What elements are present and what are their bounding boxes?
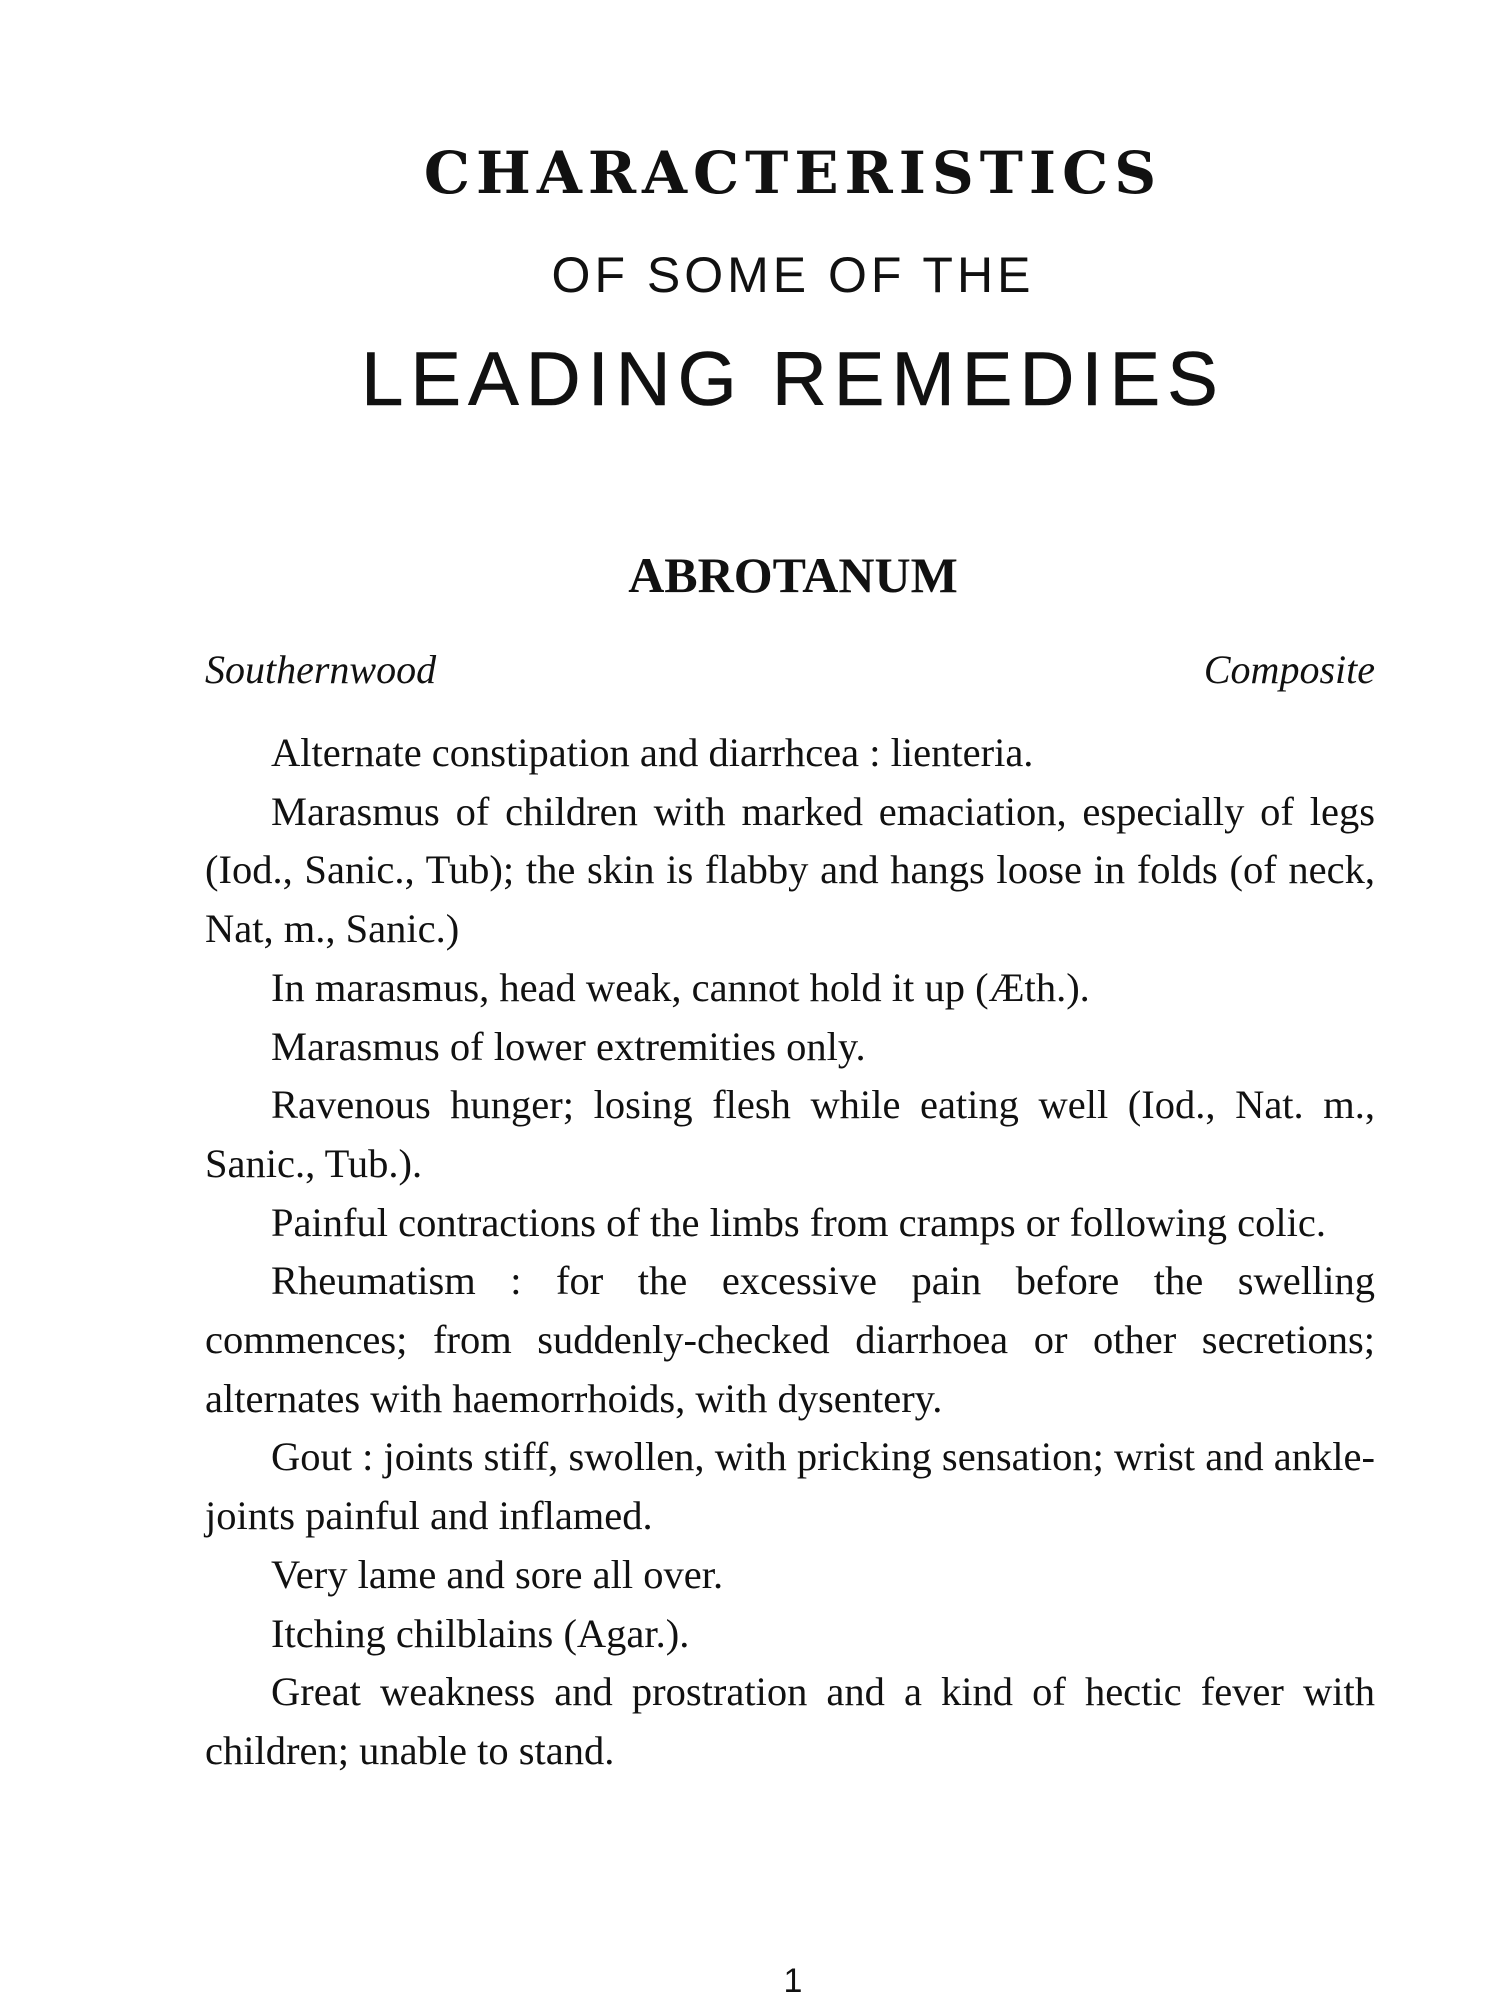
title-characteristics: CHARACTERISTICS xyxy=(423,139,1163,207)
remedy-name: ABROTANUM xyxy=(628,547,958,603)
title-leading-remedies: LEADING REMEDIES xyxy=(361,337,1225,422)
paragraph: In marasmus, head weak, cannot hold it up (Æth.). xyxy=(271,964,1090,1010)
paragraph: Painful contractions of the limbs from cramps or following colic. xyxy=(271,1199,1327,1245)
paragraph: Ravenous hunger; losing flesh while eating well (Iod., Nat. m., Sanic., Tub.). xyxy=(205,1082,1375,1186)
remedy-body xyxy=(205,724,1375,1781)
paragraph: Alternate constipation and diarrhcea : lienteria. xyxy=(271,730,1034,775)
page-number: 1 xyxy=(783,1962,803,2000)
title-of-some-of-the: OF SOME OF THE xyxy=(551,247,1035,303)
paragraph: Marasmus of children with marked emaciation, especially of legs (Iod., Sanic., Tub); the skin is flabby and hangs loose in folds (of neck, Nat, m., Sanic.) xyxy=(205,788,1375,952)
paragraph: Great weakness and prostration and a kind of hectic fever with children; unable to stand. xyxy=(205,1669,1375,1773)
paragraph: Very lame and sore all over. xyxy=(271,1551,724,1597)
remedy-family: Composite xyxy=(1203,647,1375,692)
remedy-common-name: Southernwood xyxy=(205,647,437,692)
paragraph: Marasmus of lower extremities only. xyxy=(271,1023,866,1069)
remedy-subtitle-row xyxy=(205,640,1375,700)
paragraph: Itching chilblains (Agar.). xyxy=(271,1610,690,1656)
paragraph: Gout : joints stiff, swollen, with pricking sensation; wrist and ankle-joints painful and inflamed. xyxy=(205,1434,1375,1539)
paragraph: Rheumatism : for the excessive pain before the swelling commences; from suddenly-checked diarrhoea or other secretions; alternates with haemorrhoids, with dysentery. xyxy=(205,1258,1375,1421)
